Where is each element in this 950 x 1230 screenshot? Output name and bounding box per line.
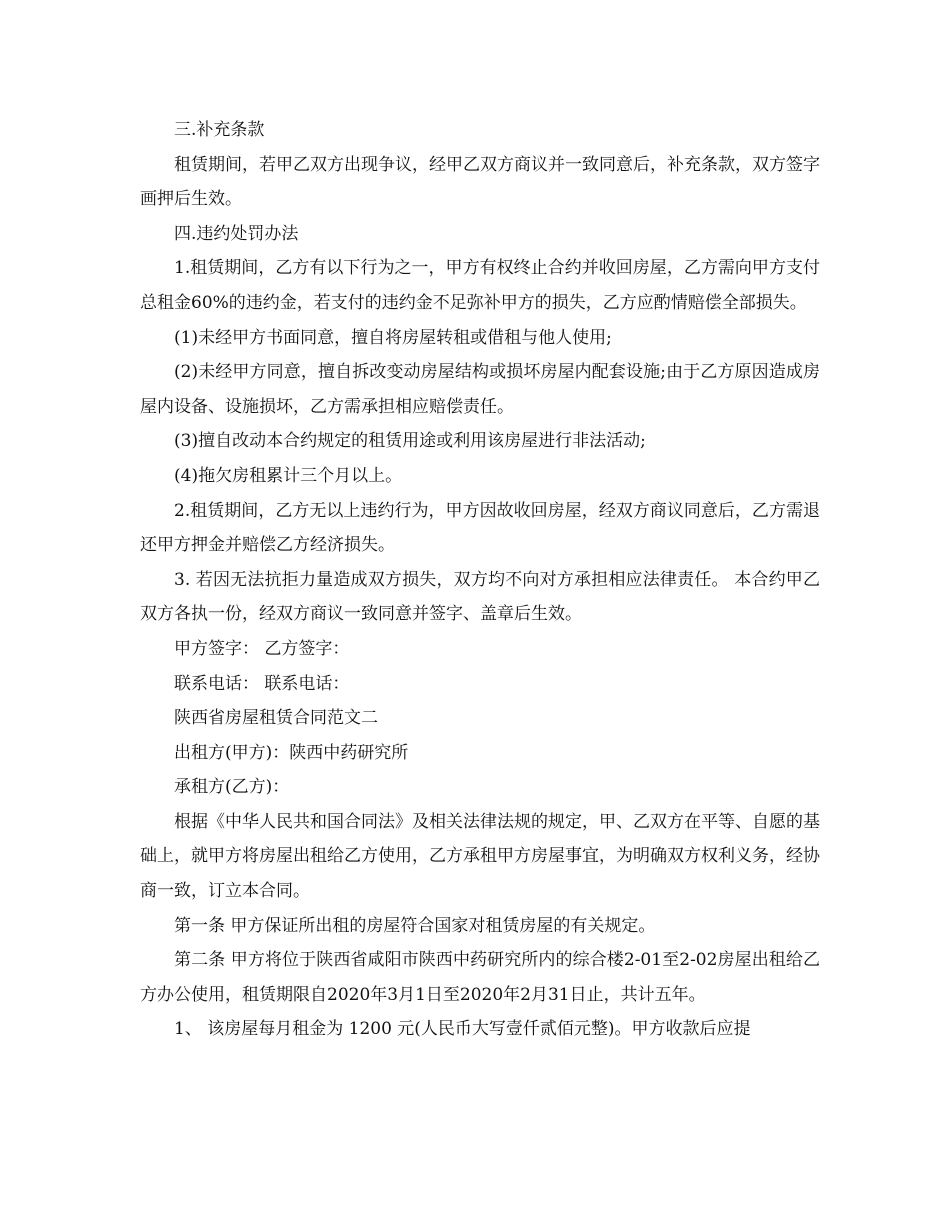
signature-line: 甲方签字： 乙方签字：: [174, 638, 350, 659]
lessee-line: 承租方(乙方)：: [174, 777, 290, 798]
document-body: [140, 113, 820, 1047]
paragraph-breach-item-1: 1.租赁期间，乙方有以下行为之一，甲方有权终止合约并收回房屋，乙方需向甲方支付总租金60%的违约金，若支付的违约金不足弥补甲方的损失，乙方应酌情赔偿全部损失。: [140, 258, 820, 313]
paragraph-breach-sub-4: (4)拖欠房租累计三个月以上。: [174, 465, 403, 486]
rent-clause: 1、 该房屋每月租金为 1200 元(人民币大写壹仟贰佰元整)。甲方收款后应提: [174, 1019, 751, 1040]
paragraph-breach-item-2: 2.租赁期间，乙方无以上违约行为，甲方因故收回房屋，经双方商议同意后，乙方需退还甲方押金并赔偿乙方经济损失。: [140, 500, 820, 556]
phone-line: 联系电话： 联系电话：: [174, 673, 350, 694]
paragraph-legal-basis: 根据《中华人民共和国合同法》及相关法律法规的规定，甲、乙双方在平等、自愿的基础上，就甲方将房屋出租给乙方使用，乙方承租甲方房屋事宜，为明确双方权利义务，经协商一致，订立本合同。: [140, 811, 820, 902]
paragraph-breach-sub-3: (3)擅自改动本合约规定的租赁用途或利用该房屋进行非法活动;: [174, 431, 646, 452]
section-heading-supplementary-terms: 三.补充条款: [174, 120, 265, 140]
article-two: 第二条 甲方将位于陕西省咸阳市陕西中药研究所内的综合楼2-01至2-02房屋出租给乙方办公使用，租赁期限自2020年3月1日至2020年2月31日止，共计五年。: [140, 950, 820, 1005]
section-heading-breach-penalties: 四.违约处罚办法: [174, 223, 299, 244]
paragraph-breach-item-3: 3. 若因无法抗拒力量造成双方损失，双方均不向对方承担相应法律责任。 本合约甲乙双方各执一份，经双方商议一致同意并签字、盖章后生效。: [140, 569, 820, 625]
article-one: 第一条 甲方保证所出租的房屋符合国家对租赁房屋的有关规定。: [174, 915, 656, 936]
sample-title: 陕西省房屋租赁合同范文二: [174, 708, 378, 729]
lessor-line: 出租方(甲方)：陕西中药研究所: [174, 742, 409, 763]
paragraph-breach-sub-1: (1)未经甲方书面同意，擅自将房屋转租或借租与他人使用;: [174, 327, 612, 348]
paragraph-breach-sub-2: (2)未经甲方同意，擅自拆改变动房屋结构或损坏房屋内配套设施;由于乙方原因造成房屋内设备、设施损坏，乙方需承担相应赔偿责任。: [140, 362, 820, 417]
paragraph-dispute-clause: 租赁期间，若甲乙双方出现争议，经甲乙双方商议并一致同意后，补充条款，双方签字画押后生效。: [140, 154, 820, 210]
